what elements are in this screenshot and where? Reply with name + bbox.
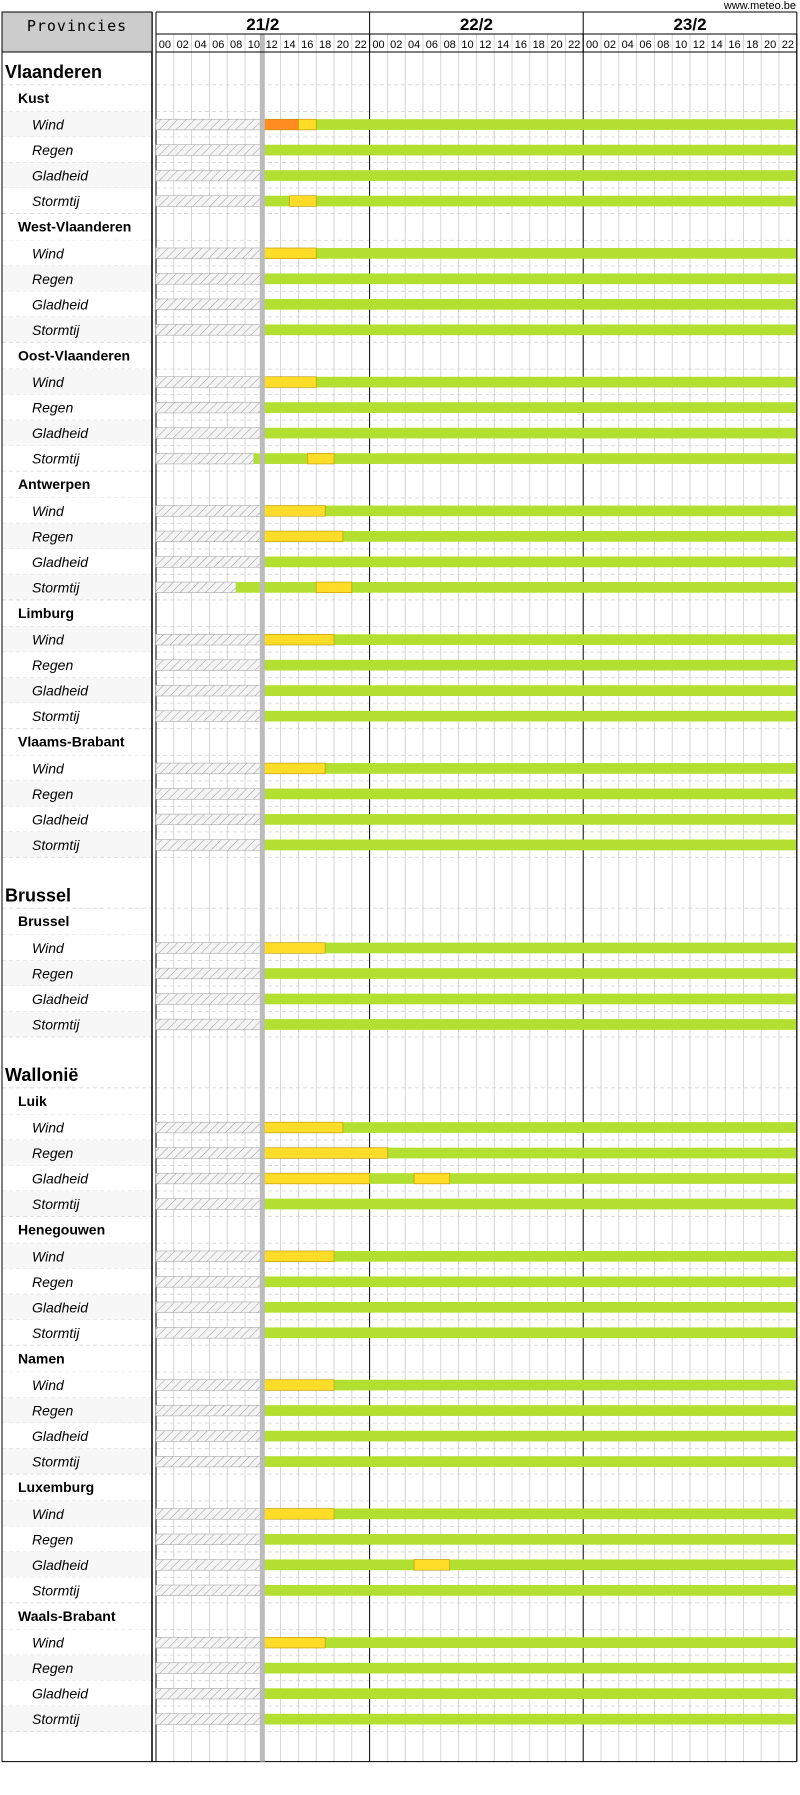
no-warning-bar xyxy=(263,1327,797,1338)
hazard-label: Wind xyxy=(32,1505,64,1522)
no-warning-bar xyxy=(263,685,797,696)
hazard-label: Wind xyxy=(32,116,64,133)
no-warning-bar xyxy=(263,428,797,439)
past-bar xyxy=(156,557,263,568)
no-warning-bar xyxy=(263,1534,797,1545)
no-warning-bar xyxy=(263,273,797,284)
hazard-label: Regen xyxy=(32,1402,74,1419)
row-band xyxy=(2,137,152,163)
row-band xyxy=(2,1398,152,1424)
no-warning-bar xyxy=(263,299,797,310)
province-label: Limburg xyxy=(18,604,74,621)
day-label: 23/2 xyxy=(673,15,707,34)
past-bar xyxy=(156,789,263,800)
hour-tick-label: 06 xyxy=(212,39,225,51)
hour-tick-label: 00 xyxy=(372,39,385,51)
yellow-warning-bar xyxy=(263,1380,334,1391)
past-bar xyxy=(156,1019,263,1030)
hour-tick-label: 00 xyxy=(158,39,172,51)
hazard-label: Gladheid xyxy=(32,1685,89,1702)
hour-tick-label: 06 xyxy=(639,39,652,51)
past-bar xyxy=(156,1456,263,1467)
orange-warning-bar xyxy=(263,119,299,130)
hazard-label: Gladheid xyxy=(32,1170,89,1187)
province-label: Namen xyxy=(18,1350,65,1367)
hour-tick-label: 16 xyxy=(728,39,741,51)
yellow-warning-bar xyxy=(263,1637,325,1648)
row-band xyxy=(2,1372,152,1398)
past-bar xyxy=(156,840,263,851)
hour-tick-label: 22 xyxy=(568,39,581,51)
past-bar xyxy=(156,634,263,645)
no-warning-bar xyxy=(263,402,797,413)
no-warning-bar xyxy=(263,1456,797,1467)
hour-tick-label: 08 xyxy=(657,39,670,51)
hazard-label: Regen xyxy=(32,1145,74,1162)
province-label: Antwerpen xyxy=(18,476,91,493)
row-band xyxy=(2,755,152,781)
past-bar xyxy=(156,531,263,542)
row-band xyxy=(2,240,152,266)
hazard-label: Stormtij xyxy=(32,1016,80,1033)
no-warning-bar xyxy=(263,1405,797,1416)
hour-tick-label: 20 xyxy=(336,39,350,51)
hazard-label: Gladheid xyxy=(32,682,89,699)
hazard-label: Regen xyxy=(32,657,74,674)
hazard-label: Regen xyxy=(32,1531,74,1548)
no-warning-bar xyxy=(263,170,797,181)
past-bar xyxy=(156,1148,263,1159)
hour-tick-label: 04 xyxy=(621,39,634,51)
hazard-label: Wind xyxy=(32,374,64,391)
past-bar xyxy=(156,1663,263,1674)
past-bar xyxy=(156,1251,263,1262)
hour-tick-label: 14 xyxy=(496,39,510,51)
hazard-label: Wind xyxy=(32,245,64,262)
past-bar xyxy=(156,814,263,825)
no-warning-bar xyxy=(263,377,797,388)
past-bar xyxy=(156,377,263,388)
past-bar xyxy=(156,119,263,130)
row-band xyxy=(2,266,152,292)
row-band xyxy=(2,960,152,986)
hazard-label: Regen xyxy=(32,1660,74,1677)
province-label: Waals-Brabant xyxy=(18,1607,116,1624)
past-bar xyxy=(156,1585,263,1596)
hazard-label: Stormtij xyxy=(32,1582,80,1599)
no-warning-bar xyxy=(263,196,797,207)
past-bar xyxy=(156,273,263,284)
province-label: Brussel xyxy=(18,913,70,930)
past-bar xyxy=(156,145,263,156)
hazard-label: Wind xyxy=(32,631,64,648)
hazard-label: Regen xyxy=(32,399,74,416)
hour-tick-label: 12 xyxy=(265,39,278,51)
hazard-label: Wind xyxy=(32,1377,64,1394)
hazard-label: Stormtij xyxy=(32,708,80,725)
past-bar xyxy=(156,1199,263,1210)
hazard-label: Wind xyxy=(32,1634,64,1651)
yellow-warning-bar xyxy=(263,1173,370,1184)
row-band xyxy=(2,1501,152,1527)
no-warning-bar xyxy=(263,814,797,825)
past-bar xyxy=(156,1276,263,1287)
past-bar xyxy=(156,1637,263,1648)
no-warning-bar xyxy=(263,1019,797,1030)
yellow-warning-bar xyxy=(263,248,316,259)
hazard-label: Stormtij xyxy=(32,193,80,210)
yellow-warning-bar xyxy=(414,1560,450,1571)
hazard-label: Regen xyxy=(32,142,74,159)
hazard-label: Stormtij xyxy=(32,1324,80,1341)
past-bar xyxy=(156,1431,263,1442)
province-label: Vlaams-Brabant xyxy=(18,733,125,750)
hazard-label: Gladheid xyxy=(32,296,89,313)
row-band xyxy=(2,1269,152,1295)
past-bar xyxy=(156,711,263,722)
hazard-label: Wind xyxy=(32,939,64,956)
province-label: West-Vlaanderen xyxy=(18,218,132,235)
no-warning-bar xyxy=(263,1637,797,1648)
no-warning-bar xyxy=(263,1302,797,1313)
row-band xyxy=(2,652,152,678)
province-label: Oost-Vlaanderen xyxy=(18,347,131,364)
province-label: Luik xyxy=(18,1092,47,1109)
hazard-label: Regen xyxy=(32,528,74,545)
past-bar xyxy=(156,1714,263,1725)
source-label[interactable]: www.meteo.be xyxy=(723,0,796,12)
hazard-label: Gladheid xyxy=(32,425,89,442)
hour-tick-label: 02 xyxy=(603,39,617,51)
past-bar xyxy=(156,968,263,979)
region-label: Vlaanderen xyxy=(5,62,103,82)
no-warning-bar xyxy=(263,1251,797,1262)
past-bar xyxy=(156,299,263,310)
hazard-label: Wind xyxy=(32,760,64,777)
no-warning-bar xyxy=(254,453,797,464)
past-bar xyxy=(156,506,263,517)
hour-tick-label: 10 xyxy=(674,39,688,51)
row-band xyxy=(2,627,152,653)
hazard-label: Gladheid xyxy=(32,1299,89,1316)
hour-tick-label: 12 xyxy=(479,39,492,51)
hour-tick-label: 10 xyxy=(247,39,261,51)
hour-tick-label: 20 xyxy=(550,39,563,51)
past-bar xyxy=(156,1380,263,1391)
province-label: Luxemburg xyxy=(18,1479,95,1496)
past-bar xyxy=(156,248,263,259)
hour-tick-label: 16 xyxy=(514,39,528,51)
hazard-label: Stormtij xyxy=(32,321,80,338)
past-bar xyxy=(156,660,263,671)
yellow-warning-bar xyxy=(263,763,325,774)
yellow-warning-bar xyxy=(263,506,325,517)
hazard-label: Gladheid xyxy=(32,553,89,570)
past-bar xyxy=(156,1560,263,1571)
hour-tick-label: 08 xyxy=(443,39,456,51)
hour-tick-label: 14 xyxy=(283,39,296,51)
past-bar xyxy=(156,763,263,774)
province-label: Henegouwen xyxy=(18,1221,106,1238)
row-band xyxy=(2,369,152,395)
row-band xyxy=(2,781,152,807)
hazard-label: Gladheid xyxy=(32,167,89,184)
past-bar xyxy=(156,1688,263,1699)
hour-tick-label: 22 xyxy=(354,39,367,51)
past-bar xyxy=(156,582,236,593)
no-warning-bar xyxy=(263,1585,797,1596)
past-bar xyxy=(156,943,263,954)
past-bar xyxy=(156,1405,263,1416)
no-warning-bar xyxy=(263,840,797,851)
row-band xyxy=(2,935,152,961)
hazard-label: Gladheid xyxy=(32,1556,89,1573)
no-warning-bar xyxy=(263,789,797,800)
no-warning-bar xyxy=(263,1380,797,1391)
hour-tick-label: 02 xyxy=(176,39,189,51)
no-warning-bar xyxy=(263,248,797,259)
hour-tick-label: 22 xyxy=(781,39,795,51)
hazard-label: Wind xyxy=(32,502,64,519)
day-label: 21/2 xyxy=(246,15,280,34)
no-warning-bar xyxy=(263,1663,797,1674)
hazard-label: Gladheid xyxy=(32,1428,89,1445)
no-warning-bar xyxy=(263,1560,797,1571)
yellow-warning-bar xyxy=(263,1509,334,1520)
province-label: Kust xyxy=(18,89,50,106)
hour-tick-label: 04 xyxy=(407,39,421,51)
past-bar xyxy=(156,324,263,335)
no-warning-bar xyxy=(263,145,797,156)
region-label: Brussel xyxy=(5,885,72,906)
no-warning-bar xyxy=(263,943,797,954)
past-bar xyxy=(156,402,263,413)
row-band xyxy=(2,1630,152,1656)
no-warning-bar xyxy=(263,506,797,517)
past-bar xyxy=(156,1327,263,1338)
row-band xyxy=(2,112,152,138)
header-label: Provincies xyxy=(26,17,128,35)
past-bar xyxy=(156,1509,263,1520)
no-warning-bar xyxy=(263,1688,797,1699)
past-bar xyxy=(156,170,263,181)
hazard-label: Wind xyxy=(32,1119,64,1136)
hour-tick-label: 18 xyxy=(746,39,759,51)
hour-tick-label: 16 xyxy=(301,39,314,51)
hour-tick-label: 00 xyxy=(585,39,599,51)
no-warning-bar xyxy=(263,711,797,722)
no-warning-bar xyxy=(263,557,797,568)
no-warning-bar xyxy=(263,324,797,335)
row-band xyxy=(2,1655,152,1681)
no-warning-bar xyxy=(263,1276,797,1287)
hazard-label: Wind xyxy=(32,1248,64,1265)
row-band xyxy=(2,498,152,524)
current-time-line xyxy=(260,34,265,1762)
hour-tick-label: 08 xyxy=(229,39,243,51)
hour-tick-label: 20 xyxy=(763,39,777,51)
yellow-warning-bar xyxy=(298,119,316,130)
no-warning-bar xyxy=(263,1509,797,1520)
row-band xyxy=(2,523,152,549)
row-band xyxy=(2,1526,152,1552)
hour-tick-label: 18 xyxy=(318,39,332,51)
no-warning-bar xyxy=(263,994,797,1005)
no-warning-bar xyxy=(263,968,797,979)
day-label: 22/2 xyxy=(459,15,493,34)
hour-tick-label: 10 xyxy=(461,39,474,51)
hazard-label: Regen xyxy=(32,270,74,287)
no-warning-bar xyxy=(263,660,797,671)
hour-tick-label: 02 xyxy=(390,39,403,51)
no-warning-bar xyxy=(263,763,797,774)
no-warning-bar xyxy=(263,1431,797,1442)
past-bar xyxy=(156,685,263,696)
past-bar xyxy=(156,196,263,207)
yellow-warning-bar xyxy=(263,943,325,954)
yellow-warning-bar xyxy=(263,634,334,645)
hazard-label: Gladheid xyxy=(32,990,89,1007)
yellow-warning-bar xyxy=(307,453,334,464)
hour-tick-label: 18 xyxy=(532,39,545,51)
past-bar xyxy=(156,1302,263,1313)
past-bar xyxy=(156,1173,263,1184)
hazard-label: Gladheid xyxy=(32,811,89,828)
hazard-label: Stormtij xyxy=(32,450,80,467)
hazard-label: Regen xyxy=(32,965,74,982)
yellow-warning-bar xyxy=(263,1148,388,1159)
no-warning-bar xyxy=(263,1714,797,1725)
hour-tick-label: 12 xyxy=(692,39,706,51)
past-bar xyxy=(156,1534,263,1545)
past-bar xyxy=(156,994,263,1005)
row-band xyxy=(2,1243,152,1269)
hazard-label: Stormtij xyxy=(32,1711,80,1728)
past-bar xyxy=(156,1122,263,1133)
hour-tick-label: 04 xyxy=(194,39,207,51)
yellow-warning-bar xyxy=(263,1122,343,1133)
hazard-label: Regen xyxy=(32,1273,74,1290)
no-warning-bar xyxy=(263,1199,797,1210)
hazard-label: Regen xyxy=(32,785,74,802)
hazard-label: Stormtij xyxy=(32,836,80,853)
no-warning-bar xyxy=(263,634,797,645)
region-label: Wallonië xyxy=(5,1064,79,1085)
row-band xyxy=(2,1115,152,1141)
hazard-label: Stormtij xyxy=(32,1196,80,1213)
yellow-warning-bar xyxy=(263,531,343,542)
past-bar xyxy=(156,453,254,464)
hour-tick-label: 14 xyxy=(710,39,723,51)
hazard-label: Stormtij xyxy=(32,1453,80,1470)
row-band xyxy=(2,1140,152,1166)
yellow-warning-bar xyxy=(316,582,352,593)
yellow-warning-bar xyxy=(263,1251,334,1262)
hazard-label: Stormtij xyxy=(32,579,80,596)
hour-tick-label: 06 xyxy=(425,39,439,51)
yellow-warning-bar xyxy=(263,377,316,388)
yellow-warning-bar xyxy=(290,196,317,207)
no-warning-bar xyxy=(263,119,797,130)
row-band xyxy=(2,395,152,421)
yellow-warning-bar xyxy=(414,1173,450,1184)
past-bar xyxy=(156,428,263,439)
